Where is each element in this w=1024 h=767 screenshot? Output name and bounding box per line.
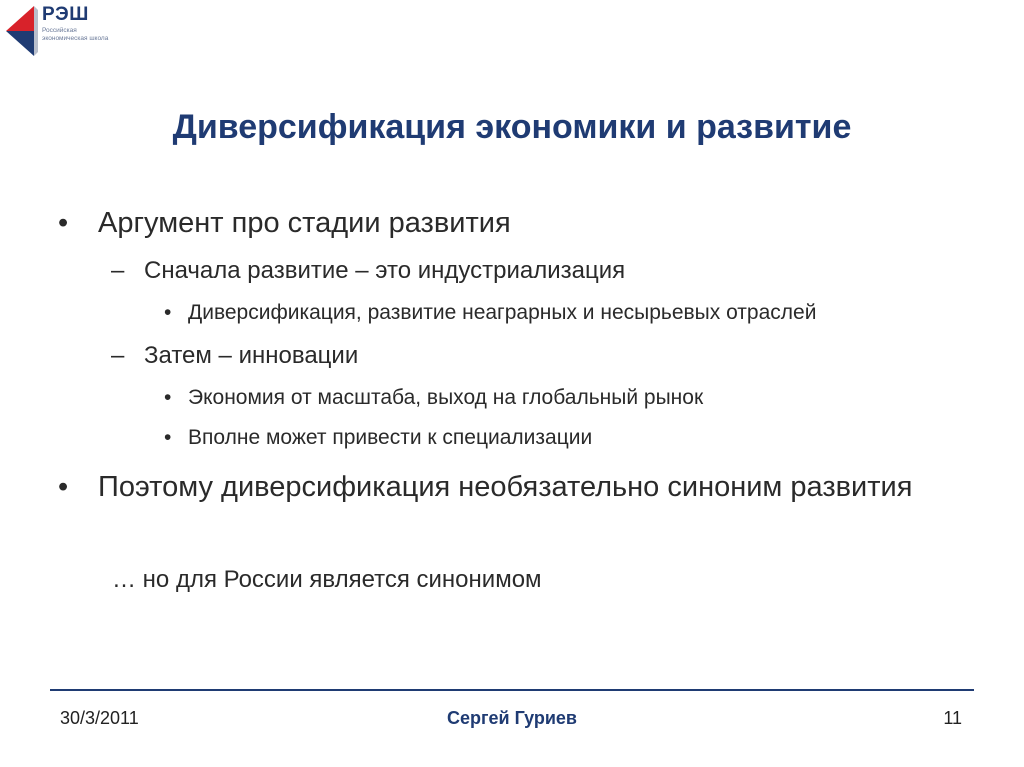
bullet-text: Поэтому диверсификация необязательно синоним развития bbox=[98, 471, 913, 503]
dash-mark: – bbox=[111, 342, 125, 369]
note-text: … но для России является синонимом bbox=[112, 566, 542, 593]
bullet-text: Затем – инновации bbox=[144, 342, 359, 369]
bullet-mark: • bbox=[164, 386, 172, 409]
logo-mark-icon bbox=[4, 4, 38, 58]
bullet-text: Диверсификация, развитие неаграрных и несырьевых отраслей bbox=[188, 301, 817, 324]
footer-date: 30/3/2011 bbox=[60, 708, 139, 728]
dash-mark: – bbox=[111, 257, 125, 284]
bullet-text: Сначала развитие – это индустриализация bbox=[144, 257, 626, 284]
bullet-level2 bbox=[111, 341, 359, 371]
bullet-text: Экономия от масштаба, выход на глобальный рынок bbox=[188, 386, 704, 409]
bullet-mark: • bbox=[58, 471, 69, 503]
logo bbox=[4, 2, 114, 60]
bullet-level1 bbox=[58, 205, 978, 241]
bullet-level3 bbox=[164, 425, 593, 451]
bullet-mark: • bbox=[58, 207, 69, 239]
logo-full-name: Российская экономическая школа bbox=[42, 27, 109, 42]
footer-divider bbox=[50, 689, 974, 691]
logo-abbreviation: РЭШ bbox=[42, 4, 89, 25]
bullet-level3 bbox=[164, 385, 704, 411]
page-number: 11 bbox=[943, 708, 962, 728]
bullet-level1 bbox=[58, 469, 918, 505]
bullet-level2 bbox=[111, 256, 626, 286]
slide-title: Диверсификация экономики и развитие bbox=[172, 108, 852, 146]
bullet-mark: • bbox=[164, 426, 172, 449]
footer-author: Сергей Гуриев bbox=[446, 708, 577, 728]
bullet-text: Аргумент про стадии развития bbox=[98, 207, 511, 239]
bullet-text: Вполне может привести к специализации bbox=[188, 426, 593, 449]
bullet-level3 bbox=[164, 300, 817, 326]
bullet-mark: • bbox=[164, 301, 172, 324]
